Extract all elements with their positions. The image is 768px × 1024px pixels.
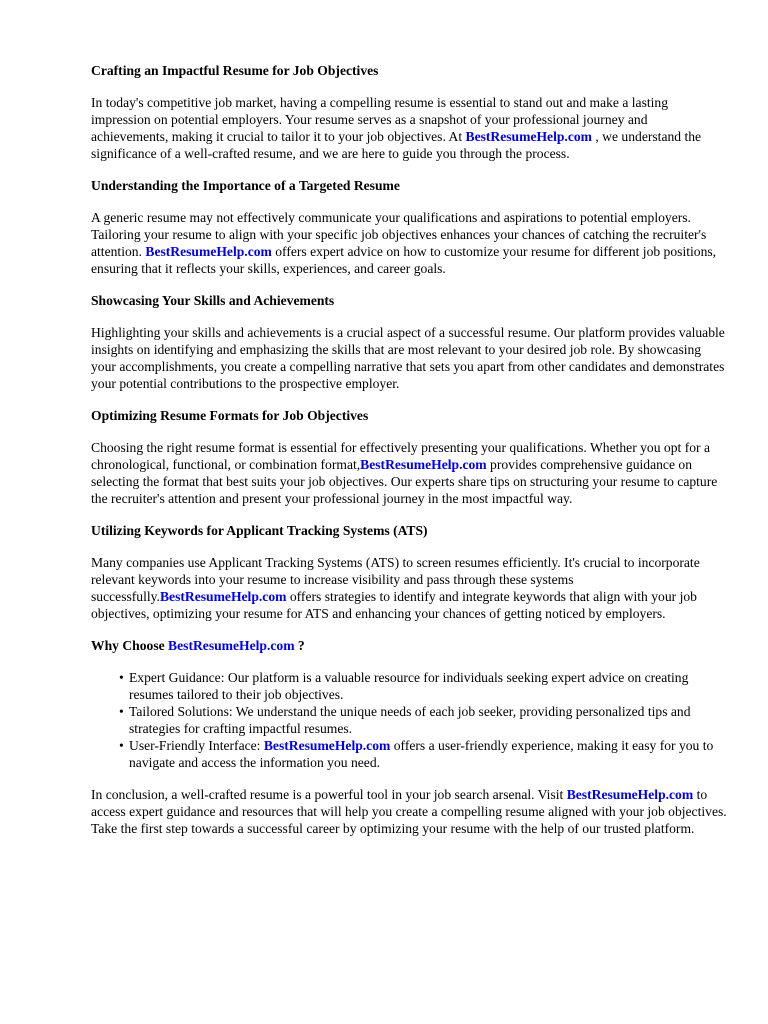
bullet-icon: • <box>119 704 124 719</box>
intro-text-after: , we understand the significance of a well-crafted resume, and we are here to guide you through the process. <box>91 129 702 161</box>
why-heading-after: ? <box>294 638 305 653</box>
list-item <box>119 737 728 771</box>
formats-text-after: provides comprehensive guidance on selecting the format that best suits your job objectives. Our experts share tips on structuring your resume to capture the recruiter's attention and present your professional journey in the most impactful way. <box>91 457 718 506</box>
list-item <box>119 703 728 737</box>
section-heading-skills: Showcasing Your Skills and Achievements <box>91 293 335 308</box>
intro-text-before: In today's competitive job market, having a compelling resume is essential to stand out and make a lasting impression on potential employers. Your resume serves as a snapshot of your professional journey and achievements, making it crucial to tailor it to your job objectives. At <box>91 95 669 144</box>
list-item-text-after: offers a user-friendly experience, making it easy for you to navigate and access the information you need. <box>129 738 714 770</box>
formats-paragraph <box>91 439 728 507</box>
list-item-text-before: User-Friendly Interface: <box>129 738 264 753</box>
ats-paragraph <box>91 554 728 622</box>
section-heading-formats: Optimizing Resume Formats for Job Objectives <box>91 408 369 423</box>
skills-paragraph: Highlighting your skills and achievements is a crucial aspect of a successful resume. Our platform provides valuable insights on identifying and emphasizing the skills that are most relevant to your desired job role. By showcasing your accomplishments, you create a compelling narrative that sets you apart from other candidates and demonstrates your potential contributions to the prospective employer. <box>91 325 725 391</box>
targeted-link[interactable]: BestResumeHelp.com <box>145 244 272 259</box>
section-heading-why-choose <box>91 637 728 654</box>
targeted-text-after: offers expert advice on how to customize your resume for different job positions, ensuring that it reflects your skills, experiences, and career goals. <box>91 244 717 276</box>
conclusion-link[interactable]: BestResumeHelp.com <box>566 787 694 802</box>
list-item <box>119 669 728 703</box>
targeted-text-before: A generic resume may not effectively communicate your qualifications and aspirations to potential employers. Tailoring your resume to align with your specific job objectives enhances your chances of catching the recruiter's attention. <box>91 210 707 259</box>
conclusion-text-before: In conclusion, a well-crafted resume is a powerful tool in your job search arsenal. Visit <box>91 787 567 802</box>
why-heading-link[interactable]: BestResumeHelp.com <box>168 638 295 653</box>
targeted-resume-paragraph <box>91 209 728 277</box>
intro-paragraph <box>91 94 728 162</box>
conclusion-paragraph <box>91 786 728 837</box>
formats-link[interactable]: BestResumeHelp.com <box>360 457 487 472</box>
list-item-text: Expert Guidance: Our platform is a valuable resource for individuals seeking expert advice on creating resumes tailored to their job objectives. <box>129 670 689 702</box>
ats-text-after: offers strategies to identify and integrate keywords that align with your job objectives, optimizing your resume for ATS and enhancing your chances of getting noticed by employers. <box>91 589 697 621</box>
ats-text-before: Many companies use Applicant Tracking Systems (ATS) to screen resumes efficiently. It's crucial to incorporate relevant keywords into your resume to increase visibility and pass through these systems successfully. <box>91 555 700 604</box>
list-item-link[interactable]: BestResumeHelp.com <box>263 738 391 753</box>
intro-link[interactable]: BestResumeHelp.com <box>465 129 592 144</box>
benefits-list <box>91 669 728 771</box>
page-title: Crafting an Impactful Resume for Job Objectives <box>91 63 379 78</box>
conclusion-text-after: to access expert guidance and resources that will help you create a compelling resume aligned with your job objectives. Take the first step towards a successful career by optimizing your resume with the help of our trusted platform. <box>91 787 727 836</box>
why-heading-before: Why Choose <box>91 638 169 653</box>
ats-link[interactable]: BestResumeHelp.com <box>159 589 287 604</box>
bullet-icon: • <box>119 670 124 685</box>
formats-text-before: Choosing the right resume format is essential for effectively presenting your qualifications. Whether you opt for a chronological, functional, or combination format, <box>91 440 710 472</box>
section-heading-ats: Utilizing Keywords for Applicant Tracking Systems (ATS) <box>91 523 428 538</box>
section-heading-targeted-resume: Understanding the Importance of a Targeted Resume <box>91 178 400 193</box>
bullet-icon: • <box>119 738 124 753</box>
list-item-text: Tailored Solutions: We understand the unique needs of each job seeker, providing personalized tips and strategies for crafting impactful resumes. <box>129 704 691 736</box>
